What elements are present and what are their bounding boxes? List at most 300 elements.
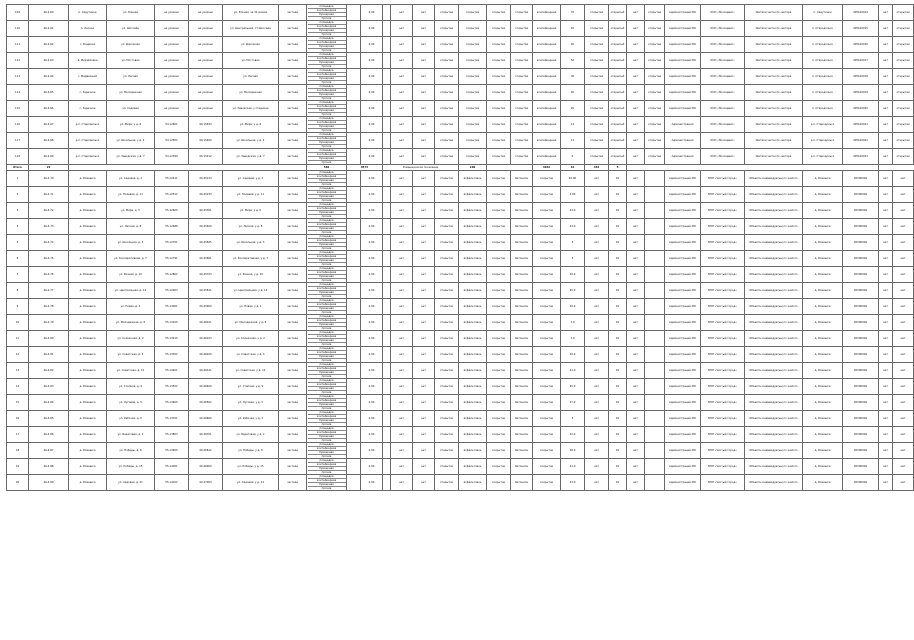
row-count: 10 (609, 171, 627, 187)
row-cover: открытое (487, 443, 511, 459)
row-cover: открытая (459, 101, 487, 117)
row-blank (347, 267, 361, 283)
row-source: Объекты индивидуального жилого (745, 235, 803, 251)
row-cover: открытая (585, 117, 609, 133)
row-id: 40500000 (843, 299, 879, 315)
row-flag: нет (879, 395, 893, 411)
row-ownership: частная (279, 443, 307, 459)
row-blank (645, 475, 665, 491)
row-organization: Администрация МО (665, 5, 701, 21)
table-row (7, 443, 914, 459)
row-flag: нет (893, 315, 914, 331)
sub-label: прочие (321, 81, 332, 84)
row-operator: МУП «Чистый город» (701, 219, 745, 235)
row-lat: не указано (155, 53, 189, 69)
row-street: ул. Шоссейн (107, 21, 155, 37)
sub-label: контейнерная (308, 447, 346, 451)
row-cover: открытая (487, 133, 511, 149)
row-cover: открытая (435, 85, 459, 101)
row-address: ул. Речная, у д. 10 (223, 267, 279, 283)
row-operator: МУП «Чистый город» (701, 443, 745, 459)
row-kind: асфальтовое (459, 171, 487, 187)
row-volume: 7,0 (561, 331, 585, 347)
row-cover: открытое (533, 171, 561, 187)
row-id: 405100018 (843, 69, 879, 85)
row-cover: открытая (511, 37, 533, 53)
row-flag: нет (627, 443, 645, 459)
row-code: 40-4-85 (29, 411, 69, 427)
sub-label: прочие (321, 487, 332, 490)
row-lon: не указано (189, 85, 223, 101)
row-cover: открытое (487, 363, 511, 379)
row-volume: 10,0 (561, 299, 585, 315)
row-cover: открытая (487, 101, 511, 117)
table-row (7, 53, 914, 69)
row-flag: нет (627, 85, 645, 101)
row-address: ул. Лесная (223, 69, 279, 85)
row-kind: асфальтовое (459, 331, 487, 347)
row-street: ул. Садовая, д. 2 (107, 171, 155, 187)
row-id: 405100017 (843, 53, 879, 69)
row-operator: ООО «Экосервис» (701, 37, 745, 53)
sub-label: бункерная (308, 243, 346, 247)
row-flag: нет (391, 475, 413, 491)
row-operator: МУП «Чистый город» (701, 395, 745, 411)
row-site-types (307, 411, 347, 427)
row-locality: д. Ромашки (803, 267, 843, 283)
row-material: бетонное (511, 331, 533, 347)
sub-label: прочие (321, 391, 332, 394)
row-number: 4 (7, 219, 29, 235)
row-blank (383, 117, 391, 133)
row-ownership: частная (279, 171, 307, 187)
table-row (7, 427, 914, 443)
row-flag: нет (879, 379, 893, 395)
table-row (7, 379, 914, 395)
row-settlement: д. Ромашки (69, 203, 107, 219)
row-organization: Администрация МО (665, 443, 701, 459)
row-cover: открытое (487, 315, 511, 331)
row-kind: асфальтовое (459, 203, 487, 219)
row-cover: открытое (435, 379, 459, 395)
row-id: 40500000 (843, 379, 879, 395)
sub-label: бункерная (308, 109, 346, 113)
row-flag: нет (627, 203, 645, 219)
row-flag: нет (627, 395, 645, 411)
row-flag: нет (893, 219, 914, 235)
sub-label: бункерная (308, 323, 346, 327)
row-type: открытый (609, 85, 627, 101)
row-site-types (307, 347, 347, 363)
sub-label: прочие (321, 145, 332, 148)
row-street: ул. Дорожная (107, 37, 155, 53)
row-flag: нет (585, 459, 609, 475)
row-lat: 55.14001 (155, 459, 189, 475)
row-lon: не указано (189, 5, 223, 21)
row-street: ул. Южная (107, 5, 155, 21)
row-flag: нет (391, 347, 413, 363)
row-street: ул. Школьная, д. 3 (107, 235, 155, 251)
table-row (7, 235, 914, 251)
totals-sum7: 5 (609, 165, 627, 171)
row-flag: нет (879, 203, 893, 219)
row-lat: 55.12688 (155, 219, 189, 235)
row-lat: 55.12411 (155, 171, 189, 187)
row-count: 10 (609, 443, 627, 459)
row-lat: 55.13401 (155, 363, 189, 379)
row-count: 10 (609, 267, 627, 283)
row-blank (347, 475, 361, 491)
row-flag: нет (391, 53, 413, 69)
row-locality: п. Стародольск (803, 21, 843, 37)
row-cover: открытое (533, 219, 561, 235)
row-address: ул. Центральная, у д. 14 (223, 283, 279, 299)
row-kind: асфальтовое (459, 315, 487, 331)
row-code: 40-4-63 (29, 53, 69, 69)
row-source: Жители частного сектора (745, 101, 803, 117)
row-settlement: п. Лесное (69, 21, 107, 37)
row-kind: контейнерная (533, 53, 561, 69)
row-locality: д. Ромашки (803, 363, 843, 379)
row-flag: нет (627, 69, 645, 85)
sub-label: прочие (321, 199, 332, 202)
row-lat: не указано (155, 21, 189, 37)
row-ownership: частная (279, 149, 307, 165)
table-row (7, 219, 914, 235)
row-volume: 10,0 (561, 267, 585, 283)
row-code: 40-4-61 (29, 21, 69, 37)
row-cover: открытая (435, 5, 459, 21)
row-site-types (307, 203, 347, 219)
row-kind: контейнерная (533, 69, 561, 85)
row-site-types (307, 283, 347, 299)
row-settlement: д. Ромашки (69, 315, 107, 331)
row-kind: контейнерная (533, 149, 561, 165)
row-cover: открытая (585, 5, 609, 21)
row-area: 0,00 (361, 149, 383, 165)
sub-label: контейнерная (308, 415, 346, 419)
row-flag: нет (879, 21, 893, 37)
row-volume: 4 (561, 411, 585, 427)
row-flag: нет (413, 283, 435, 299)
row-code: 40-4-77 (29, 283, 69, 299)
row-number: 116 (7, 117, 29, 133)
row-cover: открытая (435, 37, 459, 53)
row-cover: открытое (533, 299, 561, 315)
row-cover: открытое (435, 395, 459, 411)
row-operator: ООО «Экосервис» (701, 85, 745, 101)
table-row (7, 251, 914, 267)
row-cover: открытая (487, 5, 511, 21)
row-cover: открытая (435, 101, 459, 117)
row-blank (347, 133, 361, 149)
row-volume: 24,0 (561, 219, 585, 235)
row-settlement: с. Рощинка (69, 37, 107, 53)
row-source: Жители частного сектора (745, 21, 803, 37)
row-organization: Администрация МО (665, 171, 701, 187)
row-lat: не указано (155, 85, 189, 101)
row-blank (645, 299, 665, 315)
totals-label: Итого (7, 165, 29, 171)
row-material: бетонное (511, 267, 533, 283)
row-kind: асфальтовое (459, 267, 487, 283)
sub-label: площадка (308, 347, 346, 351)
row-organization: Администрация МО (665, 21, 701, 37)
row-blank (383, 171, 391, 187)
row-area: 0,00 (361, 251, 383, 267)
row-locality: д. Ромашки (803, 459, 843, 475)
row-number: 17 (7, 427, 29, 443)
row-cover: открытое (487, 251, 511, 267)
row-address: ул. Советская, у д. 12 (223, 363, 279, 379)
sub-label: площадка (308, 427, 346, 431)
sub-label: прочие (321, 49, 332, 52)
row-flag: нет (879, 347, 893, 363)
row-area: 0,00 (361, 283, 383, 299)
row-operator: МУП «Чистый город» (701, 315, 745, 331)
row-settlement: д. Ромашки (69, 347, 107, 363)
row-flag: нет (413, 21, 435, 37)
sub-label: площадка (308, 235, 346, 239)
sub-label: площадка (308, 5, 346, 9)
row-locality: п. Стародольск (803, 101, 843, 117)
sub-label: бункерная (308, 371, 346, 375)
row-settlement: д. Ромашки (69, 379, 107, 395)
row-flag: нет (413, 395, 435, 411)
sub-label: прочие (321, 423, 332, 426)
sub-label: контейнерная (308, 207, 346, 211)
row-organization: Администрация МО (665, 363, 701, 379)
row-kind: асфальтовое (459, 475, 487, 491)
row-street: ул. Мостовая (107, 53, 155, 69)
row-cover: открытое (533, 427, 561, 443)
row-code: 40-4-82 (29, 363, 69, 379)
row-number: 13 (7, 363, 29, 379)
row-flag: нет (413, 299, 435, 315)
row-street: ул. Береговая, д. 2 (107, 427, 155, 443)
row-cover: открытое (533, 395, 561, 411)
row-flag: нет (413, 315, 435, 331)
row-flag: нет (893, 251, 914, 267)
row-blank (383, 395, 391, 411)
row-site-types (307, 101, 347, 117)
row-site-types (307, 5, 347, 21)
row-ownership: частная (279, 53, 307, 69)
row-flag: нет (413, 117, 435, 133)
row-site-types (307, 235, 347, 251)
sub-label: контейнерная (308, 431, 346, 435)
row-cover: открытое (487, 299, 511, 315)
row-ownership: частная (279, 459, 307, 475)
sub-label: контейнерная (308, 383, 346, 387)
spreadsheet-sheet (6, 4, 910, 635)
row-settlement: д. Ромашки (69, 459, 107, 475)
sub-label: контейнерная (308, 89, 346, 93)
row-type: открытый (609, 69, 627, 85)
row-address: ул. Центральная, от Шоссейн (223, 21, 279, 37)
row-cover: открытая (645, 53, 665, 69)
totals-sum2: 8573 (347, 165, 383, 171)
row-flag: нет (879, 101, 893, 117)
row-id: 40500000 (843, 363, 879, 379)
row-street: ул. Речная, д. 10 (107, 267, 155, 283)
row-cover: открытая (893, 133, 914, 149)
row-locality: д. Ромашки (803, 395, 843, 411)
row-count: 10 (609, 283, 627, 299)
sub-label: площадка (308, 443, 346, 447)
row-number: 12 (7, 347, 29, 363)
row-kind: асфальтовое (459, 283, 487, 299)
row-source: Объекты индивидуального жилого (745, 219, 803, 235)
row-number: 18 (7, 443, 29, 459)
sub-label: прочие (321, 359, 332, 362)
row-cover: открытое (435, 283, 459, 299)
sub-label: прочие (321, 17, 332, 20)
row-cover: открытая (459, 5, 487, 21)
row-kind: контейнерная (533, 85, 561, 101)
row-lat: 55.12701 (155, 235, 189, 251)
row-lon: 40.47003 (189, 475, 223, 491)
row-area: 0,00 (361, 379, 383, 395)
row-kind: контейнерная (533, 37, 561, 53)
row-cover: открытая (487, 37, 511, 53)
row-cover: открытая (645, 69, 665, 85)
row-street: ул. Мира, у д. 9 (107, 117, 155, 133)
row-material: бетонное (511, 315, 533, 331)
sub-label: контейнерная (308, 367, 346, 371)
row-flag: нет (585, 347, 609, 363)
totals-sum5: 16 (561, 165, 585, 171)
row-volume: 25,0 (561, 283, 585, 299)
row-flag: нет (893, 267, 914, 283)
row-id: 405100019 (843, 85, 879, 101)
totals-count: 24 (29, 165, 69, 171)
row-flag: нет (879, 475, 893, 491)
row-number: 109 (7, 5, 29, 21)
row-number: 114 (7, 85, 29, 101)
row-lon: 40.46502 (189, 395, 223, 411)
row-cover: открытое (487, 203, 511, 219)
row-number: 16 (7, 411, 29, 427)
row-material: бетонное (511, 347, 533, 363)
row-flag: нет (391, 411, 413, 427)
row-blank (383, 149, 391, 165)
row-organization: Администрация МО (665, 411, 701, 427)
row-flag: нет (585, 475, 609, 491)
row-source: Жители частного сектора (745, 85, 803, 101)
row-code: 40-4-68 (29, 133, 69, 149)
row-lon: 40.46900 (189, 459, 223, 475)
sub-label: площадка (308, 149, 346, 153)
row-organization: Администрация МО (665, 395, 701, 411)
sub-label: бункерная (308, 157, 346, 161)
row-locality: д. Ромашки (803, 331, 843, 347)
row-blank (347, 5, 361, 21)
row-material: бетонное (511, 235, 533, 251)
row-flag: нет (413, 37, 435, 53)
row-kind: асфальтовое (459, 459, 487, 475)
row-operator: МУП «Чистый город» (701, 171, 745, 187)
row-cover: открытая (459, 85, 487, 101)
sub-label: бункерная (308, 451, 346, 455)
row-cover: открытая (487, 117, 511, 133)
row-volume: 45 (561, 21, 585, 37)
row-operator: МУП «Чистый город» (701, 427, 745, 443)
row-cover: открытая (893, 69, 914, 85)
row-flag: нет (391, 459, 413, 475)
row-blank (383, 443, 391, 459)
row-count: 10 (609, 459, 627, 475)
row-settlement: д. Ромашки (69, 475, 107, 491)
row-blank (645, 379, 665, 395)
row-volume: 14 (561, 117, 585, 133)
row-cover: открытая (893, 149, 914, 165)
row-cover: открытая (435, 53, 459, 69)
sub-label: бункерная (308, 13, 346, 17)
row-cover: открытая (487, 85, 511, 101)
sub-label: бункерная (308, 179, 346, 183)
row-blank (383, 219, 391, 235)
row-flag: нет (413, 363, 435, 379)
table-row (7, 171, 914, 187)
sub-label: площадка (308, 411, 346, 415)
row-area: 0,00 (361, 459, 383, 475)
row-flag: нет (627, 427, 645, 443)
row-cover: открытая (645, 85, 665, 101)
row-source: Жители частного сектора (745, 117, 803, 133)
row-address: ул. Мостовая (223, 53, 279, 69)
row-locality: д. Ромашки (803, 171, 843, 187)
row-flag: нет (391, 133, 413, 149)
row-flag: нет (879, 85, 893, 101)
row-site-types (307, 363, 347, 379)
row-kind: асфальтовое (459, 187, 487, 203)
row-kind: асфальтовое (459, 251, 487, 267)
row-site-types (307, 251, 347, 267)
row-flag: нет (627, 219, 645, 235)
row-area: 0,00 (361, 331, 383, 347)
row-source: Объекты индивидуального жилого (745, 459, 803, 475)
row-flag: нет (627, 5, 645, 21)
row-lon: 40.45811 (189, 283, 223, 299)
row-source: Объекты индивидуального жилого (745, 187, 803, 203)
row-operator: МУП «Чистый город» (701, 475, 745, 491)
row-cover: открытая (893, 85, 914, 101)
row-flag: нет (585, 363, 609, 379)
row-lat: 55.12791 (155, 251, 189, 267)
sub-label: контейнерная (308, 153, 346, 157)
row-type: открытый (609, 117, 627, 133)
row-cover: открытое (435, 299, 459, 315)
sub-label: площадка (308, 251, 346, 255)
row-cover: открытое (487, 459, 511, 475)
row-count: 10 (609, 235, 627, 251)
row-settlement: с. Медвежьий (69, 69, 107, 85)
row-ownership: частная (279, 315, 307, 331)
row-lon: 90.15212 (189, 149, 223, 165)
sub-label: прочие (321, 97, 332, 100)
row-blank (347, 203, 361, 219)
row-flag: нет (585, 379, 609, 395)
row-flag: нет (627, 363, 645, 379)
row-ownership: частная (279, 21, 307, 37)
row-count: 10 (609, 475, 627, 491)
row-blank (383, 85, 391, 101)
row-street: ул. Кооперативная, д. 7 (107, 251, 155, 267)
sub-label: площадка (308, 459, 346, 463)
row-flag: нет (391, 117, 413, 133)
row-flag: нет (585, 267, 609, 283)
